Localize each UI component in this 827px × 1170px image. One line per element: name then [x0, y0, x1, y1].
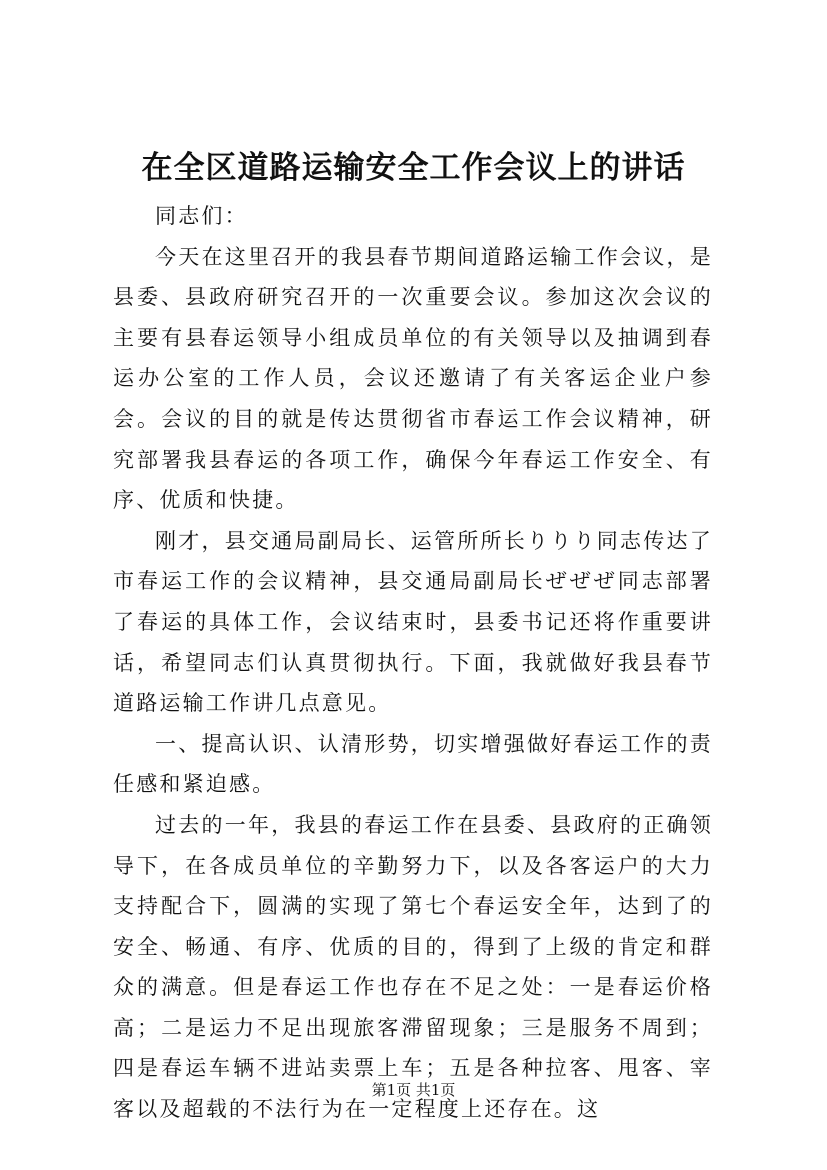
body-paragraph: 刚才，县交通局副局长、运管所所长りりり同志传达了市春运工作的会议精神，县交通局副局长ぜぜぜ同志部署了春运的具体工作，会议结束时，县委书记还将作重要讲话，希望同志们认真贯彻执行。下面，我就做好我县春节道路运输工作讲几点意见。: [113, 528, 713, 716]
body-paragraph: 过去的一年，我县的春运工作在县委、县政府的正确领导下，在各成员单位的辛勤努力下，以及各客运户的大力支持配合下，圆满的实现了第七个春运安全年，达到了的安全、畅通、有序、优质的目的，得到了上级的肯定和群众的满意。但是春运工作也存在不足之处：一是春运价格高；二是运力不足出现旅客滞留现象；三是服务不周到；四是春运车辆不进站卖票上车；五是各种拉客、甩客、宰客以及超载的不法行为在一定程度上还存在。这: [113, 812, 713, 1122]
document-body: [113, 196, 713, 1130]
section-heading-paragraph: 一、提高认识、认清形势，切实增强做好春运工作的责任感和紧迫感。: [113, 731, 713, 797]
page-footer: 第1页 共1页: [371, 1081, 456, 1099]
document-title: 在全区道路运输安全工作会议上的讲话: [141, 150, 686, 186]
body-paragraph: 今天在这里召开的我县春节期间道路运输工作会议，是县委、县政府研究召开的一次重要会议。参加这次会议的主要有县春运领导小组成员单位的有关领导以及抽调到春运办公室的工作人员，会议还邀请了有关客运企业户参会。会议的目的就是传达贯彻省市春运工作会议精神，研究部署我县春运的各项工作，确保今年春运工作安全、有序、优质和快捷。: [113, 244, 713, 513]
salutation-paragraph: 同志们：: [155, 204, 248, 228]
